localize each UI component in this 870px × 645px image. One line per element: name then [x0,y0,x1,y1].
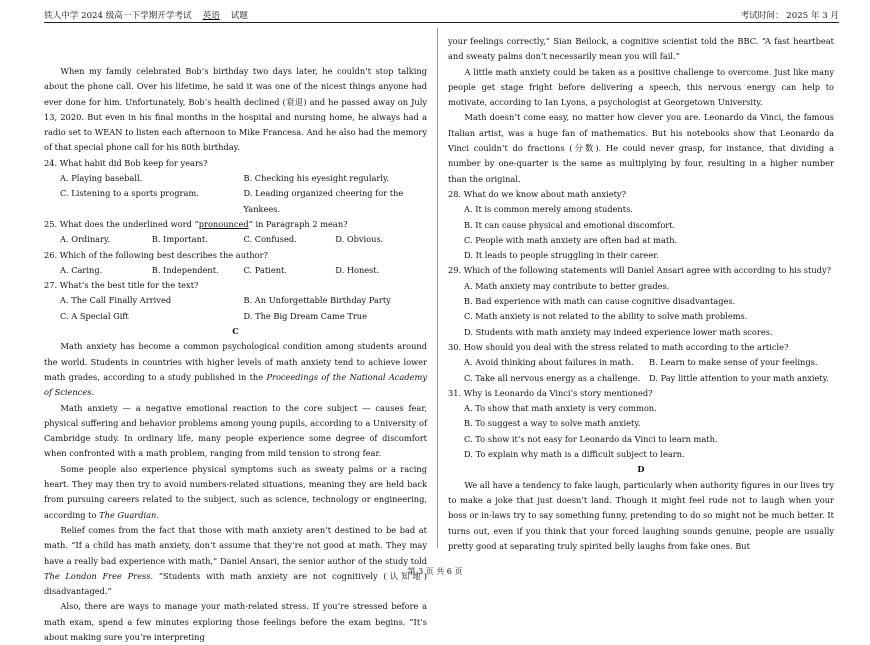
subject-label: 英语 [202,11,220,21]
underlined-word: pronounced [198,218,249,229]
text: . “Students with math anxiety are not cognitively (认知地) disadvantaged.” [44,570,427,597]
option: D. It leads to people struggling in their career. [464,250,659,261]
passage-c-paragraph-7: Math doesn’t come easy, no matter how clever you are. Leonardo da Vinci, the famous Italian artist, was a huge fan of mathematics. But his notebooks show that Leonardo da Vinci couldn’t do fractions (分数). He could never grasp, for instance, that dividing a number by one-quarter is the same as multiplying by four, resulting in a higher number than the original. [448,112,834,184]
passage-c-paragraph-1 [44,339,427,400]
text: Relief comes from the fact that those with math anxiety aren’t destined to be bad at math. “If a child has math anxiety, don’t assume that they’re not good at math. They may have a really bad experience with math,” Daniel Ansari, the senior author of the study told [44,524,427,566]
header-title [44,9,248,21]
passage-c-paragraph-6: A little math anxiety could be taken as a positive challenge to overcome. Just like many people get stage fright before delivering a speech, this nervous energy can help to motivate, according to Ian Lyons, a psychologist at Georgetown University. [448,66,834,108]
section-c-heading: C [232,326,239,337]
newspaper-title: The Guardian [99,509,157,520]
passage-c-continued: your feelings correctly,” Sian Beilock, a cognitive scientist told the BBC. “A fast heartbeat and sweaty palms don’t necessarily mean you will fail.” [448,36,834,62]
question-26: 26. Which of the following best describes the author? [44,249,268,260]
option: B. Bad experience with math can cause cognitive disadvantages. [464,296,736,307]
option: C. To show it’s not easy for Leonardo da Vinci to learn math. [464,433,718,444]
option: A. Caring. [60,264,103,275]
passage-c-paragraph-3 [44,462,427,523]
passage-d-paragraph-1: We all have a tendency to fake laugh, particularly when authority figures in our lives try to make a joke that just doesn’t land. Though it might feel rude not to laugh when your boss or in-laws try to say something funny, pretending to do so might not be much better. It turns out, even if you think that your forced laughing sounds genuine, people are usually pretty good at separating truly spirited belly laughs from fake ones. But [448,479,835,551]
page-header [44,7,839,23]
question-29: 29. Which of the following statements will Daniel Ansari agree with according to his study? [448,265,832,276]
text: . [91,387,95,398]
question-24: 24. What habit did Bob keep for years? [44,157,208,168]
option: A. Playing baseball. [60,173,143,184]
question-29-options [448,279,834,340]
question-24-options [44,171,427,217]
option: A. Math anxiety may contribute to better grades. [464,280,670,291]
text: . [156,509,159,520]
option: B. Independent. [151,264,219,275]
page-number: 第 3 页 共 6 页 [407,567,463,576]
option: D. The Big Dream Came True [243,310,367,321]
option: C. A Special Gift [60,310,129,321]
passage-c-paragraph-2: Math anxiety — a negative emotional reaction to the core subject — causes fear, physical suffering and behavior problems among young pupils, according to a University of Cambridge study. In ordinary life, many people experience some degree of discomfort when confronted with a math problem, ranging from mild tension to strong fear. [44,402,427,459]
section-d-heading: D [637,464,645,475]
column-divider [437,28,438,548]
question-26-options [44,263,427,278]
passage-b-paragraph: When my family celebrated Bob’s birthday two days later, he couldn’t stop talking about the phone call. Over his lifetime, he said it was one of the nicest things anyone had ever done for him. Unfortunately, Bob’s health declined (衰退) and he passed away on July 13, 2020. But even in his final months in the hospital and nursing home, he always had a radio set to WEAN to listen each afternoon to Mike Francesa. And he also had the memory of that special phone call for his 80th birthday. [44,66,427,153]
option: B. An Unforgettable Birthday Party [243,295,391,306]
option: C. Listening to a sports program. [60,188,199,199]
question-31: 31. Why is Leonardo da Vinci’s story mentioned? [448,387,653,398]
option: D. To explain why math is a difficult subject to learn. [464,449,685,460]
question-30-options [448,355,834,386]
option: D. Students with math anxiety may indeed experience lower math scores. [464,326,773,337]
passage-c-paragraph-5: Also, there are ways to manage your math-related stress. If you’re stressed before a math exam, spend a few minutes exploring those feelings before the exam begins. “It’s about making sure you’re interpreting [44,601,427,642]
option: C. People with math anxiety are often bad at math. [464,234,678,245]
left-column [44,64,427,645]
option: D. Obvious. [335,234,384,245]
question-25 [44,217,427,232]
option: D. Pay little attention to your math anxiety. [649,372,829,383]
question-28: 28. What do we know about math anxiety? [448,188,627,199]
option: B. Learn to make sense of your feelings. [649,357,818,368]
right-column [448,34,834,554]
question-30: 30. How should you deal with the stress related to math according to the article? [448,341,789,352]
text: Math anxiety has become a common psychological condition among students around the world. Students in countries with higher levels of math anxiety tend to achieve lower math grades, according to a study published in the [44,341,427,382]
q25-text-end: ” in Paragraph 2 mean? [248,218,348,229]
option: B. To suggest a way to solve math anxiety. [464,418,641,429]
option: A. The Call Finally Arrived [60,295,172,306]
paper-label: 试题 [230,11,248,21]
option: B. Checking his eyesight regularly. [243,173,390,184]
option: C. Take all nervous energy as a challenge. [464,372,641,383]
exam-time: 考试时间： 2025 年 3 月 [740,11,839,21]
q25-text: 25. What does the underlined word “ [44,218,199,229]
journal-title: Proceedings of the National Academy of Sciences [44,371,427,398]
newspaper-title: The London Free Press [44,570,151,581]
option: A. It is common merely among students. [464,204,633,215]
school-exam-title: 铁人中学 2024 级高一下学期开学考试 [44,11,192,21]
option: B. Important. [151,234,208,245]
question-27-options [44,293,427,324]
passage-c-paragraph-4 [44,523,427,599]
question-28-options [448,202,834,263]
option: D. Leading organized cheering for the Yankees. [243,188,404,214]
option: B. It can cause physical and emotional discomfort. [464,219,676,230]
option: C. Math anxiety is not related to the ability to solve math problems. [464,311,748,322]
option: A. Ordinary. [60,234,111,245]
option: A. To show that math anxiety is very common. [464,403,657,414]
option: C. Confused. [243,234,297,245]
question-27: 27. What’s the best title for the text? [44,280,199,291]
option: D. Honest. [335,264,380,275]
option: C. Patient. [243,264,287,275]
question-31-options [448,401,834,462]
text: Some people also experience physical symptoms such as sweaty palms or a racing heart. They may then try to avoid numbers-related situations, meaning they are held back from pursuing careers related to the subject, such as science, technology or engineering, according to [44,463,427,520]
option: A. Avoid thinking about failures in math. [464,357,634,368]
question-25-options [44,232,427,247]
